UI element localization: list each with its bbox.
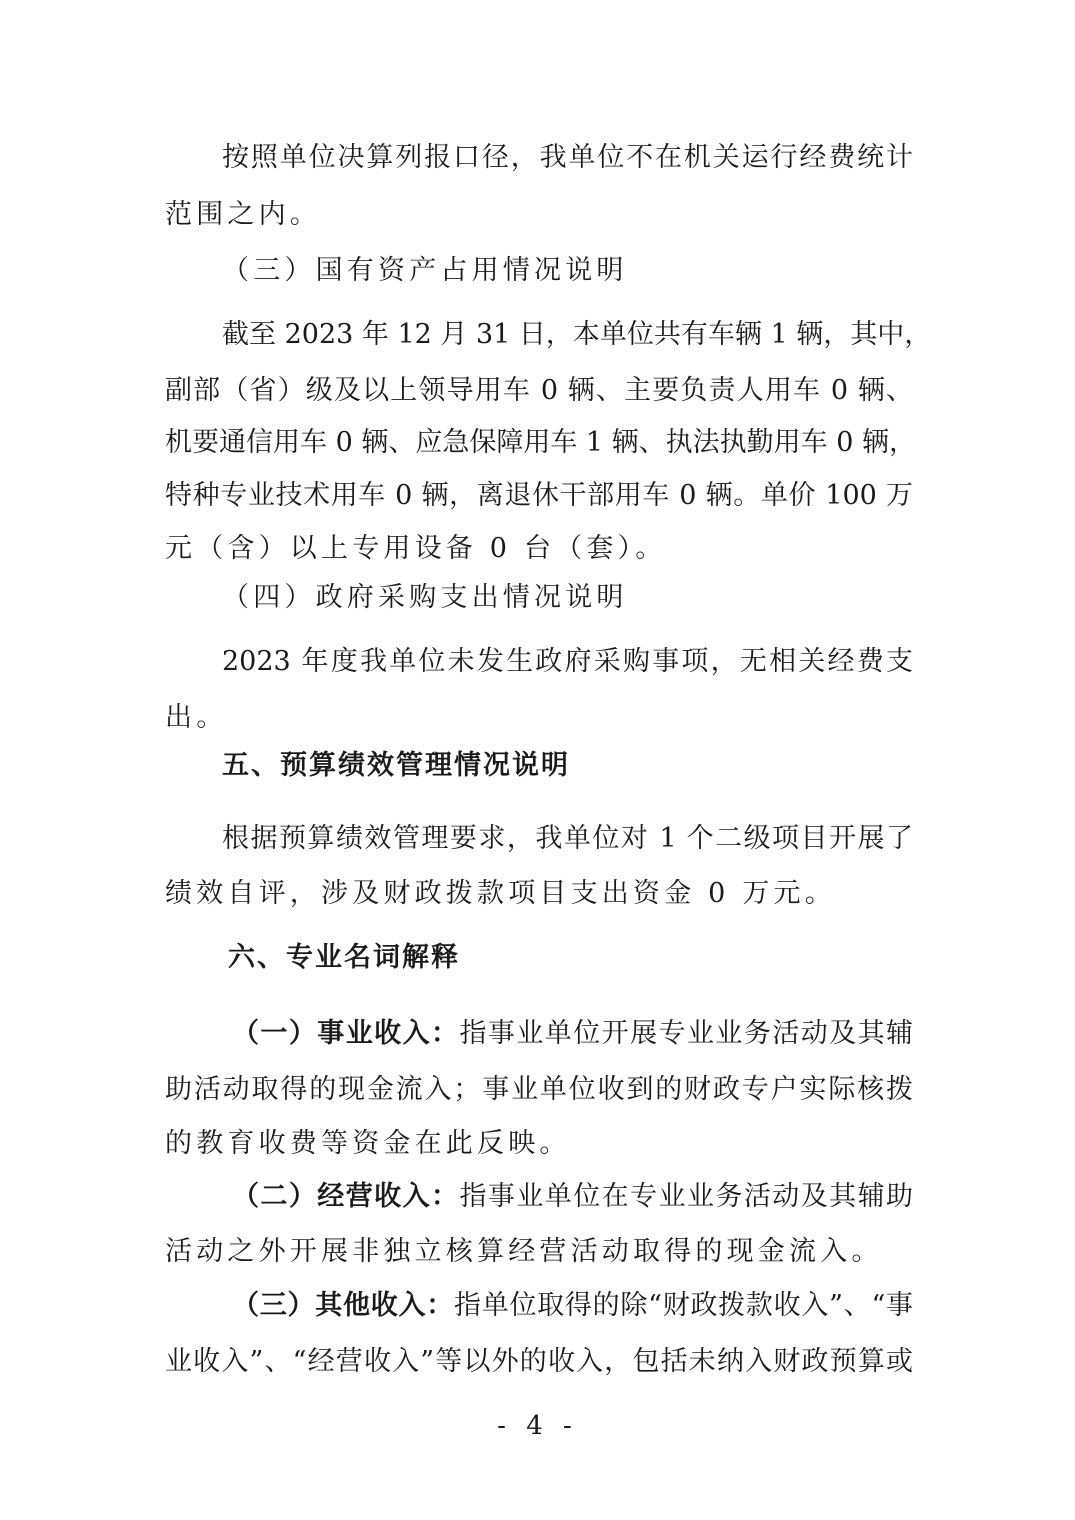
- paragraph-line: 绩效自评，涉及财政拨款项目支出资金 0 万元。: [165, 878, 836, 909]
- paragraph-line: 2023 年度我单位未发生政府采购事项，无相关经费支: [222, 646, 913, 677]
- term-label: （二）经营收入：: [232, 1181, 460, 1212]
- paragraph-line: 副部（省）级及以上领导用车 0 辆、主要负责人用车 0 辆、: [165, 375, 913, 406]
- term-label: （三）其他收入：: [232, 1290, 454, 1321]
- section-heading: （三）国有资产占用情况说明: [222, 255, 628, 286]
- chapter-heading: 五、预算绩效管理情况说明: [222, 750, 570, 781]
- paragraph-line: 活动之外开展非独立核算经营活动取得的现金流入。: [165, 1236, 883, 1267]
- term-definition-line: [232, 1180, 913, 1214]
- term-text: 指事业单位在专业业务活动及其辅助: [459, 1181, 914, 1212]
- paragraph-line: 元（含）以上专用设备 0 台（套）。: [165, 533, 667, 564]
- paragraph-line: 根据预算绩效管理要求，我单位对 1 个二级项目开展了: [222, 823, 913, 854]
- paragraph-line: 截至 2023 年 12 月 31 日，本单位共有车辆 1 辆，其中，: [222, 319, 932, 350]
- term-definition-line: [232, 1017, 913, 1051]
- section-heading: （四）政府采购支出情况说明: [222, 582, 628, 613]
- paragraph-line: 按照单位决算列报口径，我单位不在机关运行经费统计: [222, 142, 913, 173]
- paragraph-line: 特种专业技术用车 0 辆，离退休干部用车 0 辆。单价 100 万: [165, 480, 913, 511]
- term-text: 指单位取得的除“财政拨款收入”、“事: [453, 1290, 913, 1321]
- term-label: （一）事业收入：: [232, 1018, 460, 1049]
- paragraph-line: 业收入”、“经营收入”等以外的收入，包括未纳入财政预算或: [165, 1346, 913, 1377]
- chapter-heading: 六、专业名词解释: [228, 942, 460, 973]
- paragraph-line: 机要通信用车 0 辆、应急保障用车 1 辆、执法执勤用车 0 辆，: [165, 427, 917, 458]
- page-number: - 4 -: [497, 1411, 578, 1441]
- term-definition-line: [232, 1289, 913, 1323]
- paragraph-line: 助活动取得的现金流入；事业单位收到的财政专户实际核拨: [165, 1074, 913, 1105]
- paragraph-line: 范围之内。: [165, 199, 321, 230]
- paragraph-line: 出。: [165, 702, 228, 733]
- paragraph-line: 的教育收费等资金在此反映。: [165, 1128, 571, 1159]
- term-text: 指事业单位开展专业业务活动及其辅: [459, 1018, 914, 1049]
